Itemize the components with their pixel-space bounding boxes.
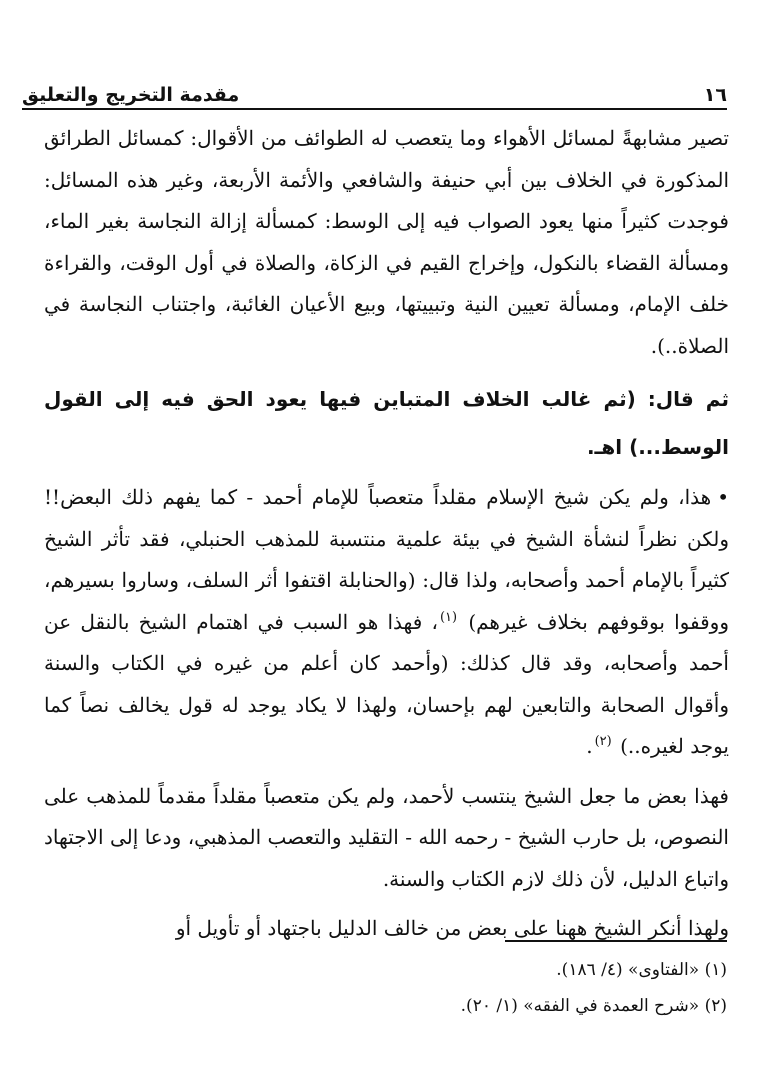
footnote-ref-1[interactable]: (١) (439, 609, 458, 625)
bullet-icon: • (717, 485, 729, 509)
paragraph-5: ولهذا أنكر الشيخ ههنا على بعض من خالف الدليل باجتهاد أو تأويل أو (175, 916, 729, 940)
running-title: مقدمة التخريج والتعليق (22, 84, 240, 106)
footnotes (44, 952, 727, 1024)
page-number: ١٦ (703, 84, 727, 106)
footnote-divider (505, 940, 727, 942)
paragraph-3-text-c: . (586, 734, 593, 758)
paragraph-1: تصير مشابهةً لمسائل الأهواء وما يتعصب له الطوائف من الأقوال: كمسائل الطرائق المذكورة في الخلاف بين أبي حنيفة والشافعي والأئمة الأربعة، وغير هذه المسائل: فوجدت كثيراً منها يعود الصواب فيه إلى الوسط: كمسألة إزالة النجاسة بغير الماء، ومسألة القضاء بالنكول، وإخراج القيم في الزكاة، والصلاة في أول الوقت، والقراءة خلف الإمام، ومسألة تعيين النية وتبييتها، وبيع الأعيان الغائبة، واجتناب النجاسة في الصلاة..). (44, 126, 729, 358)
paragraph-2-quote-heading: ثم قال: (ثم غالب الخلاف المتباين فيها يعود الحق فيه إلى القول الوسط...) اهـ. (44, 387, 729, 459)
paragraph-4: فهذا بعض ما جعل الشيخ ينتسب لأحمد، ولم يكن متعصباً مقلداً مقدماً للمذهب على النصوص، بل حارب الشيخ - رحمه الله - التقليد والتعصب المذهبي، ودعا إلى الاجتهاد واتباع الدليل، لأن ذلك لازم الكتاب والسنة. (44, 783, 729, 891)
paragraph-3 (44, 477, 729, 768)
footnote-2: (٢) «شرح العمدة في الفقه» (١/ ٢٠). (460, 996, 727, 1016)
running-header (22, 76, 727, 106)
main-text (44, 118, 729, 950)
header-divider (22, 108, 727, 110)
paragraph-3-text-a: هذا، ولم يكن شيخ الإسلام مقلداً متعصباً للإمام أحمد - كما يفهم ذلك البعض!! ولكن نظراً لنشأة الشيخ في بيئة علمية منتسبة للمذهب الحنبلي، فقد تأثر الشيخ كثيراً بالإمام أحمد وأصحابه، ولذا قال: (والحنابلة اقتفوا أثر السلف، وساروا بسيرهم، ووقفوا بوقوفهم بخلاف غيرهم) (44, 485, 729, 634)
paragraph-3-text-b: ، فهذا هو السبب في اهتمام الشيخ بالنقل عن أحمد وأصحابه، وقد قال كذلك: (وأحمد كان أعلم من غيره في الكتاب والسنة وأقوال الصحابة والتابعين لهم بإحسان، ولهذا لا يكاد يوجد له قول يخالف نصاً كما يوجد لغيره..) (44, 609, 729, 758)
footnote-1: (١) «الفتاوى» (٤/ ١٨٦). (556, 960, 727, 980)
footnote-ref-2[interactable]: (٢) (594, 734, 612, 750)
